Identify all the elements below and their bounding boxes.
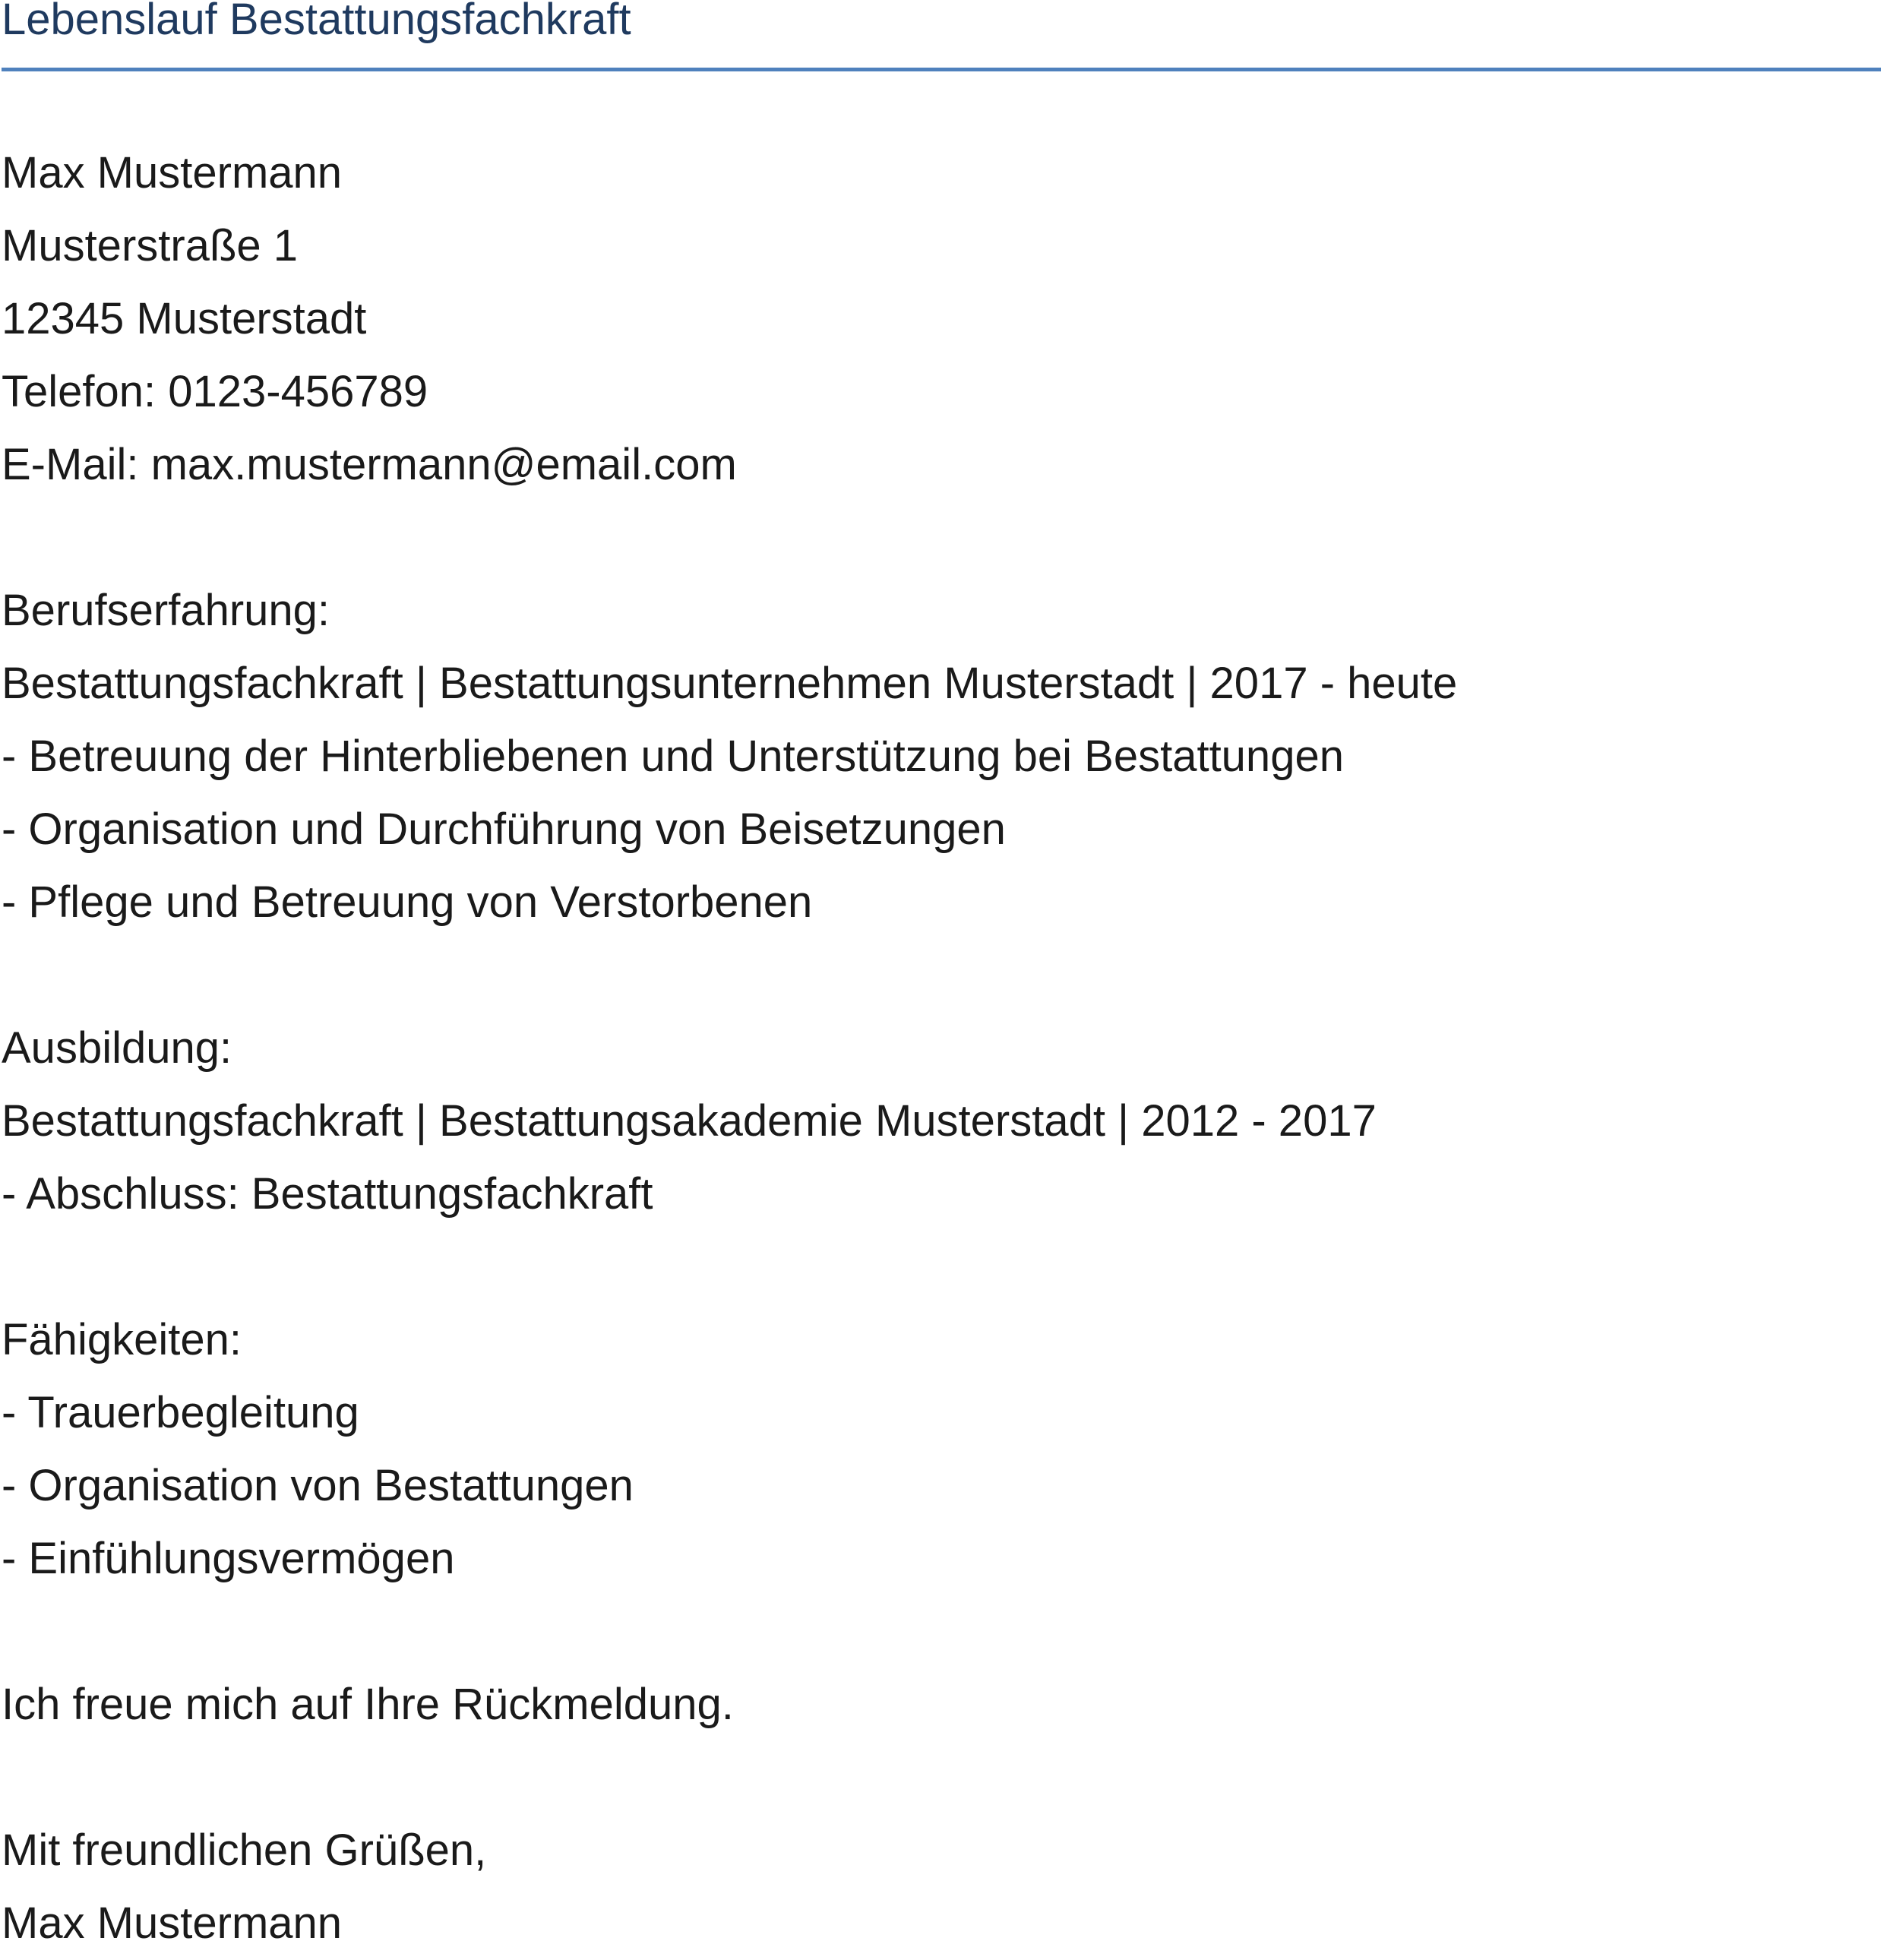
skills-heading: Fähigkeiten:: [2, 1315, 242, 1364]
contact-email: E-Mail: max.mustermann@email.com: [2, 440, 737, 489]
skills-section: [2, 1304, 1879, 1595]
education-section: [2, 1012, 1879, 1231]
contact-phone: Telefon: 0123-456789: [2, 367, 428, 416]
education-heading: Ausbildung:: [2, 1023, 232, 1073]
education-item: - Abschluss: Bestattungsfachkraft: [2, 1169, 653, 1219]
contact-city: 12345 Musterstadt: [2, 294, 367, 343]
skills-item: - Organisation von Bestattungen: [2, 1461, 634, 1510]
spacer: [2, 501, 1879, 574]
spacer: [2, 1595, 1879, 1668]
closing-signature: Max Mustermann: [2, 1898, 343, 1948]
document-title: Lebenslauf Bestattungsfachkraft: [2, 0, 631, 44]
contact-name: Max Mustermann: [2, 148, 343, 198]
title-underline: [2, 68, 1881, 71]
spacer: [2, 1741, 1879, 1814]
spacer: [2, 939, 1879, 1012]
experience-heading: Berufserfahrung:: [2, 586, 330, 635]
spacer: [2, 1231, 1879, 1304]
skills-item: - Einfühlungsvermögen: [2, 1534, 455, 1583]
experience-item: - Pflege und Betreuung von Verstorbenen: [2, 877, 813, 927]
experience-item: - Betreuung der Hinterbliebenen und Unterstützung bei Bestattungen: [2, 732, 1344, 781]
closing-section: [2, 1668, 1879, 1960]
skills-item: - Trauerbegleitung: [2, 1388, 359, 1437]
experience-position: Bestattungsfachkraft | Bestattungsunternehmen Musterstadt | 2017 - heute: [2, 659, 1458, 708]
closing-salutation: Mit freundlichen Grüßen,: [2, 1826, 487, 1875]
contact-block: [2, 137, 1879, 501]
experience-section: [2, 574, 1879, 939]
document-page: [2, 0, 1879, 1948]
document-body: [2, 137, 1879, 1960]
closing-message: Ich freue mich auf Ihre Rückmeldung.: [2, 1680, 734, 1729]
experience-item: - Organisation und Durchführung von Beisetzungen: [2, 805, 1006, 854]
contact-street: Musterstraße 1: [2, 221, 298, 270]
education-entry: Bestattungsfachkraft | Bestattungsakademie Musterstadt | 2012 - 2017: [2, 1096, 1377, 1146]
